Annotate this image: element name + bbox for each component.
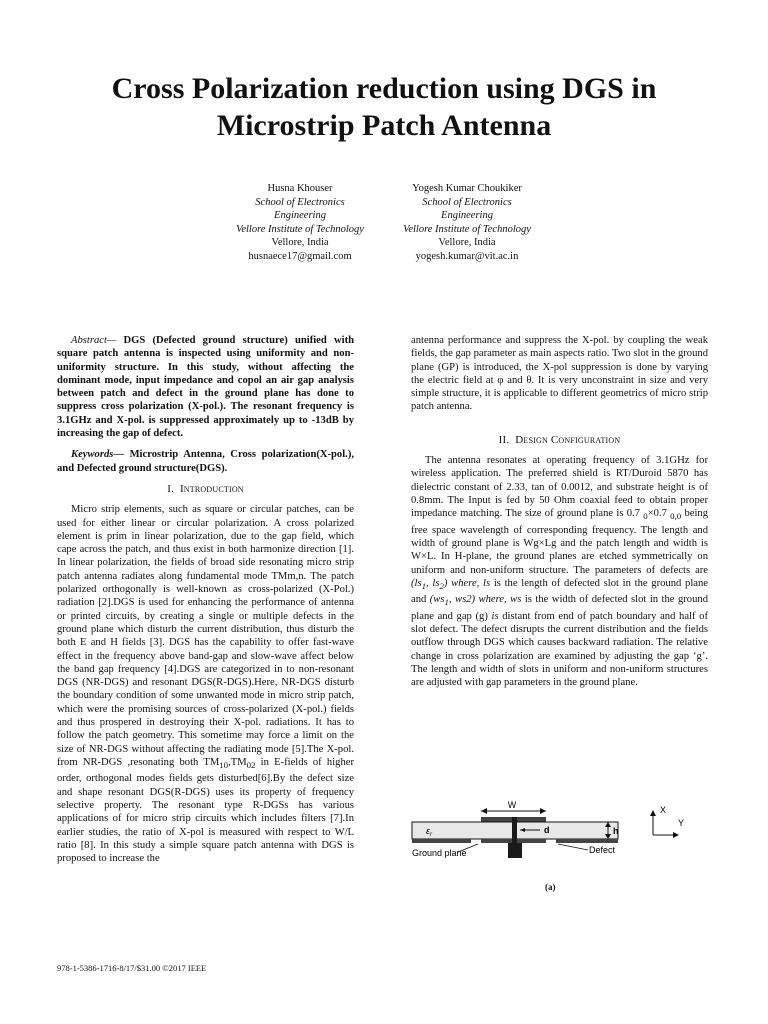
label-w: W <box>507 800 517 810</box>
text-run: The antenna resonates at operating frequency of 3.1GHz for wireless application. The preferred shield is RT/Duroid 5870 has dielectric constant of 2.33, tan of 0.0012, and substrate height is of 0.8mm. The Input is fed by 50 Ohm coaxial feed to obtain proper impedance matching. The size of ground plane is 0.7 <box>411 455 708 520</box>
section-heading-design <box>411 434 708 447</box>
text-run: is the width of defected slot in the ground plane and gap (g) <box>411 594 708 622</box>
keywords-text: Microstrip Antenna, Cross polarization(X-pol.), and Defected ground structure(DGS). <box>57 449 354 474</box>
author-location: Vellore, India <box>438 237 496 248</box>
label-x: X <box>660 805 667 815</box>
arrow-up-icon <box>650 810 656 816</box>
subscript: 0 <box>643 511 648 522</box>
subscript: 0, <box>670 511 677 522</box>
right-column <box>411 334 708 695</box>
arrow-left-icon <box>481 808 487 814</box>
left-column <box>57 334 354 871</box>
text-run: TM <box>203 756 220 768</box>
author-name: Yogesh Kumar Choukiker <box>412 183 522 194</box>
label-epsilon-symbol: ε <box>426 826 430 836</box>
author-location: Vellore, India <box>271 237 329 248</box>
label-defect: Defect <box>589 845 616 855</box>
text-run: (ls <box>411 577 422 589</box>
paper-title: Cross Polarization reduction using DGS in Microstrip Patch Antenna <box>111 72 657 142</box>
author-email: husnaece17@gmail.com <box>248 250 352 262</box>
figure-caption: (a) <box>545 882 556 892</box>
label-y: Y <box>678 818 685 828</box>
text-run: is <box>491 610 499 622</box>
abstract-label: Abstract— <box>71 335 117 346</box>
label-h: h <box>613 826 619 836</box>
author-block-1 <box>205 182 395 263</box>
subscript: 0 <box>676 511 682 522</box>
subscript: 1 <box>444 597 449 608</box>
defect-leader <box>558 844 588 850</box>
text-run: in E-fields of higher order, orthogonal modes fields gets disturbed[6].By the defect size and shape resonant DGS(R-DGS) uses its property of frequency selective property. The resonant type R-DGSs has various applications of for micro strip circuits which includes filters [7].In earlier studies, the ratio of X-pol is measured with respect to W/L ratio [8]. In this study a simple square patch antenna with DGS is proposed to increase the <box>57 756 354 865</box>
author-institution: Vellore Institute of Technology <box>403 223 531 235</box>
text-run: is the length of defected slot in the ground plane and <box>411 577 708 606</box>
introduction-paragraph <box>57 503 354 865</box>
text-run: (ws <box>429 594 445 606</box>
section-number: II. <box>498 433 510 446</box>
copyright-footer: 978-1-5386-1716-8/17/$31.00 ©2017 IEEE <box>57 963 207 973</box>
author-block-2 <box>372 182 562 263</box>
text-run: , ls <box>426 577 440 589</box>
keywords-label: Keywords— <box>71 449 124 461</box>
text-run: Micro strip elements, such as square or circular patches, can be used for either linear or circular polarization. A cross polarized element is prim in linear polarization, due to the gap field, which cape across the patch, and thus exist in both harmonize direction [1]. In linear polarization, the fields of broad side resonating micro strip patch antenna radiates along fundamental mode TMm,n. The patch polarized orthogonally is well-known as cross-polarized (X-Pol.) radiation [2].DGS is used for enhancing the performance of antenna or printed circuits, by creating a single or multiple defects in the ground plane which disturb the current distribution, thus disturb the both E and H fields [3]. DGS has the capability to offer fast-wave effect in the frequency above band-gap and slow-wave affect below the band gap frequency [4].DGS are categorized in to non-resonant DGS (NR-DGS) and resonant DGS(R-DGS).Here, NR-DGS disturb the boundary condition of some unwanted mode in micro strip patch, which were the promising sources of cross-polarized (X-pol.) fields and thus prospered in destroying their X-pol. radiations. It has to follow the patch geometry. This sometime may force a limit on the size of NR-DGS without affecting the radiating mode [5].The X-pol. from NR-DGS ,resonating both <box>57 504 354 768</box>
subscript: 10 <box>219 760 229 771</box>
arrow-right-icon <box>673 832 679 838</box>
text-run: being free space wavelength of corresponding frequency. The length and width of ground plane is Wg×Lg and the patch length and width is W×L. In H-plane, the ground planes are etched symmetrically on uniform and non-uniform structure. The parameters of defects are <box>411 508 709 576</box>
subscript: 02 <box>246 760 256 771</box>
author-affiliation: Engineering <box>274 210 326 221</box>
label-epsilon-subscript: r <box>429 832 432 838</box>
author-name: Husna Khouser <box>267 183 333 194</box>
section-heading-introduction <box>57 483 354 496</box>
section-number: I. <box>167 482 175 495</box>
arrow-right-icon <box>540 808 546 814</box>
author-institution: Vellore Institute of Technology <box>236 223 364 235</box>
label-d: d <box>544 825 550 835</box>
text-run: ) where, ls <box>443 577 491 589</box>
keywords <box>57 448 354 475</box>
section-title: Introduction <box>179 482 244 495</box>
design-paragraph <box>411 454 708 689</box>
ground-plane-left <box>412 839 471 843</box>
text-run: , <box>228 756 231 768</box>
subscript: 1 <box>421 580 427 591</box>
subscript: 2 <box>439 580 444 591</box>
text-run: , ws2) where, ws <box>448 594 522 606</box>
coax-feed <box>508 843 522 858</box>
author-affiliation: School of Electronics <box>255 196 345 208</box>
author-affiliation: Engineering <box>441 210 493 221</box>
text-run: ×0.7 <box>647 508 671 520</box>
intro-continuation: antenna performance and suppress the X-pol. by coupling the weak fields, the gap parameter as main aspects ratio. Two slot in the ground plane (GP) is introduced, the X-pol suppression is done by varying the electric field at φ and θ. It is very unconstraint in size and very simple structure, it is applicable to different geometrics of micro strip patch antenna. <box>411 335 708 413</box>
text-run: distant from end of patch boundary and half of slot defect. The defect disrupts the current distribution and the fields outflow through DGS which causes backward radiation. The relative change in cross polarization are examined by adjusting the gap ‘g’. The length and width of slots in uniform and non-uniform structures are adjusted with gap parameters in the ground plane. <box>411 610 708 689</box>
ground-plane-right <box>556 839 618 843</box>
abstract <box>57 334 354 440</box>
abstract-text: DGS (Defected ground structure) unified with square patch antenna is inspected using uniformity and non-uniformity structure. In this study, without affecting the dominant mode, input impedance and copol an air gap analysis between patch and defect in the ground plane has done to suppress cross polarization (X-pol.). The resonant frequency is 3.1GHz and X-pol. is suppressed approximately up to -13dB by increasing the gap of defect. <box>57 335 354 440</box>
label-ground-plane: Ground plane <box>412 848 467 858</box>
section-title: Design Configuration <box>515 433 621 446</box>
author-affiliation: School of Electronics <box>422 196 512 208</box>
antenna-cross-section-figure <box>408 800 708 892</box>
author-email: yogesh.kumar@vit.ac.in <box>415 250 519 262</box>
text-run: TM <box>230 756 247 768</box>
feed-pin <box>512 817 517 843</box>
